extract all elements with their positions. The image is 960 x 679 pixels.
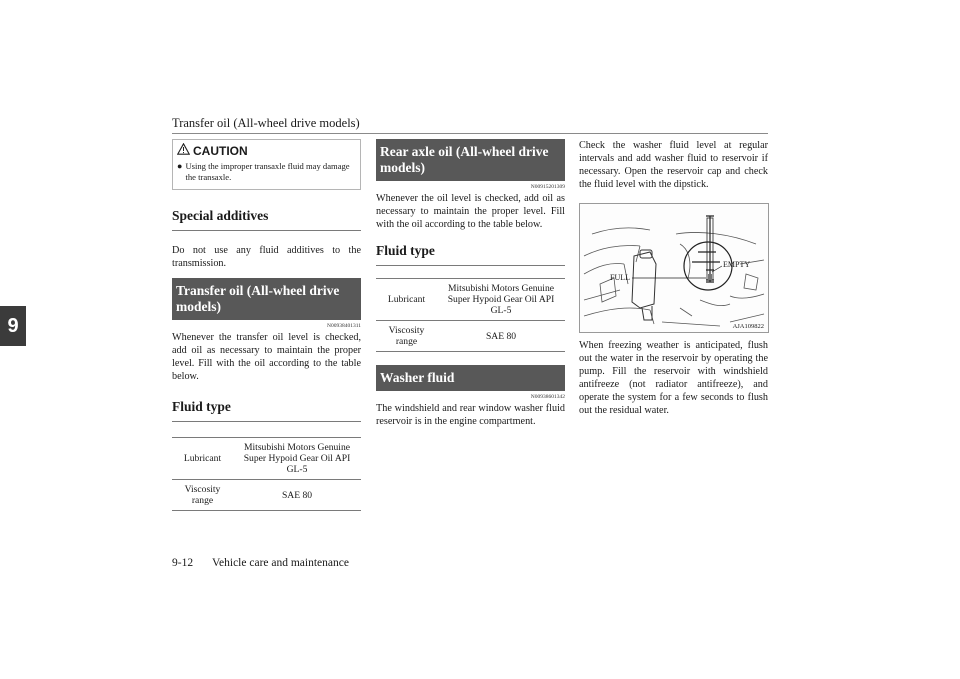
- caution-item: [177, 161, 356, 183]
- running-header-title: Transfer oil (All-wheel drive models): [172, 116, 360, 130]
- viscosity-label: Viscosity range: [172, 480, 233, 511]
- table-row: [376, 279, 565, 321]
- header-rule: [172, 133, 768, 134]
- washer-fluid-code: N00938601342: [530, 394, 565, 400]
- fluid-type-heading: Fluid type: [172, 393, 361, 422]
- table-row: [172, 438, 361, 480]
- transfer-oil-heading: Transfer oil (All-wheel drive models): [172, 278, 361, 320]
- footer-section-title: Vehicle care and maintenance: [212, 557, 349, 569]
- washer-reservoir-figure: [579, 203, 769, 333]
- viscosity-value: SAE 80: [437, 321, 565, 352]
- fluid-type-table: [172, 437, 361, 511]
- transfer-oil-code: N00938401311: [326, 323, 361, 329]
- special-additives-text: Do not use any fluid additives to the transmission.: [172, 245, 361, 269]
- fluid-type-heading-2: Fluid type: [376, 237, 565, 266]
- check-washer-text: Check the washer fluid level at regular intervals and add washer fluid to reservoir if necessary. Open the reservoir cap and check the fluid level with the dipstick.: [579, 140, 768, 190]
- caution-title: CAUTION: [193, 143, 248, 158]
- lubricant-label: Lubricant: [376, 279, 437, 321]
- warning-triangle-icon: [177, 143, 190, 158]
- figure-id: AJA109822: [732, 323, 764, 330]
- washer-fluid-heading: Washer fluid: [376, 365, 565, 391]
- lubricant-value: Mitsubishi Motors Genuine Super Hypoid Gear Oil API GL-5: [233, 438, 361, 480]
- full-label: FULL: [610, 273, 630, 282]
- caution-box: [172, 139, 361, 190]
- special-additives-heading: Special additives: [172, 202, 361, 231]
- freezing-weather-text: When freezing weather is anticipated, flush out the water in the reservoir by operating the pump. Fill the reservoir with windshield antifreeze (not radiator antifreeze), and operate the system for a few seconds to flush out the residual water.: [579, 340, 768, 416]
- column-right: [579, 139, 768, 417]
- chapter-tab: 9: [0, 306, 26, 346]
- caution-text: Using the improper transaxle fluid may damage the transaxle.: [185, 161, 350, 182]
- rear-axle-heading: Rear axle oil (All-wheel drive models): [376, 139, 565, 181]
- fluid-type-table-2: [376, 278, 565, 352]
- washer-fluid-text: The windshield and rear window washer fluid reservoir is in the engine compartment.: [376, 403, 565, 427]
- lubricant-value: Mitsubishi Motors Genuine Super Hypoid Gear Oil API GL-5: [437, 279, 565, 321]
- rear-axle-text: Whenever the oil level is checked, add oil as necessary to maintain the proper level. Fill with the oil according to the table below.: [376, 193, 565, 230]
- bullet-icon: ●: [177, 161, 183, 171]
- empty-label: EMPTY: [723, 260, 751, 269]
- viscosity-value: SAE 80: [233, 480, 361, 511]
- table-row: [376, 321, 565, 352]
- column-middle: [376, 139, 565, 428]
- transfer-oil-text: Whenever the transfer oil level is checked, add oil as necessary to maintain the proper level. Fill with the oil according to the table below.: [172, 332, 361, 382]
- column-left: [172, 139, 361, 511]
- lubricant-label: Lubricant: [172, 438, 233, 480]
- page-number: 9-12: [172, 557, 194, 569]
- rear-axle-code: N00915201309: [530, 184, 565, 190]
- viscosity-label: Viscosity range: [376, 321, 437, 352]
- caution-heading: [177, 143, 356, 158]
- table-row: [172, 480, 361, 511]
